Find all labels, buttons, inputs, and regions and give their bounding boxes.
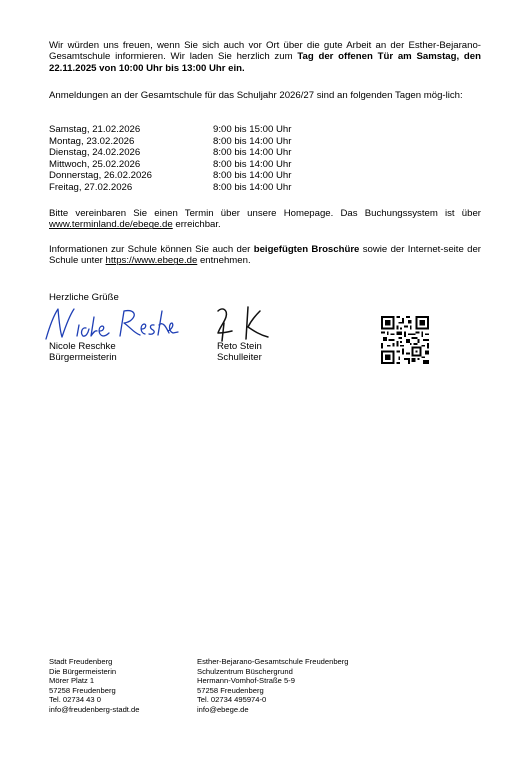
- schedule-row: [49, 147, 349, 159]
- signer-name: Nicole Reschke: [49, 341, 116, 352]
- signer-mayor: [49, 341, 117, 364]
- signer-title: Bürgermeisterin: [49, 352, 117, 364]
- open-day-highlight: Tag der offenen Tür am Samstag, den 22.11.2025 von 10:00 Uhr bis 13:00 Uhr ein.: [49, 51, 481, 74]
- footer-line: Stadt Freudenberg: [49, 657, 113, 666]
- schedule-time: 8:00 bis 14:00 Uhr: [213, 135, 292, 147]
- signature-stein: [210, 303, 280, 345]
- schedule-day: Samstag, 21.02.2026: [49, 124, 141, 135]
- schedule-row: [49, 170, 349, 182]
- footer-email[interactable]: info@freudenberg-stadt.de: [49, 704, 140, 714]
- booking-paragraph: [49, 208, 481, 231]
- closing-greeting: Herzliche Grüße: [49, 292, 119, 303]
- footer-school: [197, 657, 349, 715]
- schedule-time: 9:00 bis 15:00 Uhr: [213, 124, 292, 135]
- footer-email[interactable]: info@ebege.de: [197, 704, 249, 714]
- signer-name: Reto Stein: [217, 341, 262, 352]
- signer-principal: [217, 341, 262, 364]
- schedule-day: Mittwoch, 25.02.2026: [49, 158, 141, 170]
- schedule-row: [49, 124, 349, 136]
- schedule-day: Donnerstag, 26.02.2026: [49, 170, 152, 182]
- registration-paragraph: Anmeldungen an der Gesamtschule für das Schuljahr 2026/27 sind an folgenden Tagen mög-lich:: [49, 90, 463, 101]
- qr-code-icon[interactable]: [381, 316, 429, 364]
- schedule-day: Montag, 23.02.2026: [49, 135, 135, 147]
- schedule-day: Freitag, 27.02.2026: [49, 181, 133, 193]
- booking-link[interactable]: www.terminland.de/ebege.de: [49, 219, 173, 231]
- brochure-highlight: beigefügten Broschüre: [253, 244, 360, 255]
- footer-line: Hermann-Vomhof-Straße 5-9: [197, 676, 295, 686]
- intro-text: Wir würden uns freuen, wenn Sie sich auch vor Ort über die gute Arbeit an der Esther-Bejarano-Gesamtschule informieren. Wir laden Sie herzlich zum: [49, 40, 481, 63]
- signature-reschke: [42, 303, 182, 345]
- footer-line: Tel. 02734 43 0: [49, 695, 101, 705]
- booking-text: Bitte vereinbaren Sie einen Termin über unsere Homepage. Das Buchungssystem ist über: [49, 208, 481, 219]
- footer-line: 57258 Freudenberg: [49, 685, 116, 695]
- footer-line: Mörer Platz 1: [49, 676, 95, 686]
- schedule-time: 8:00 bis 14:00 Uhr: [213, 170, 292, 182]
- signer-title: Schulleiter: [217, 352, 262, 364]
- schedule-row: [49, 182, 349, 194]
- info-text-mid: sowie der Internet-seite der Schule unter: [49, 244, 481, 267]
- footer-line: 57258 Freudenberg: [197, 685, 264, 695]
- info-text: Informationen zur Schule können Sie auch der: [49, 244, 254, 255]
- footer-line: Tel. 02734 495974-0: [197, 695, 267, 705]
- schedule-time: 8:00 bis 14:00 Uhr: [213, 158, 292, 170]
- info-text-end: entnehmen.: [197, 255, 251, 267]
- footer-line: Schulzentrum Büschergrund: [197, 666, 293, 676]
- footer-town: [49, 657, 139, 715]
- schedule-time: 8:00 bis 14:00 Uhr: [213, 181, 292, 193]
- registration-schedule: [49, 124, 349, 194]
- schedule-row: [49, 136, 349, 148]
- footer-line: Esther-Bejarano-Gesamtschule Freudenberg: [197, 657, 349, 666]
- schedule-row: [49, 159, 349, 171]
- website-link[interactable]: https://www.ebege.de: [105, 255, 198, 267]
- intro-paragraph: [49, 40, 481, 74]
- footer-line: Die Bürgermeisterin: [49, 666, 117, 676]
- info-paragraph: [49, 244, 481, 267]
- schedule-day: Dienstag, 24.02.2026: [49, 147, 141, 159]
- booking-text-end: erreichbar.: [172, 219, 221, 231]
- schedule-time: 8:00 bis 14:00 Uhr: [213, 147, 292, 159]
